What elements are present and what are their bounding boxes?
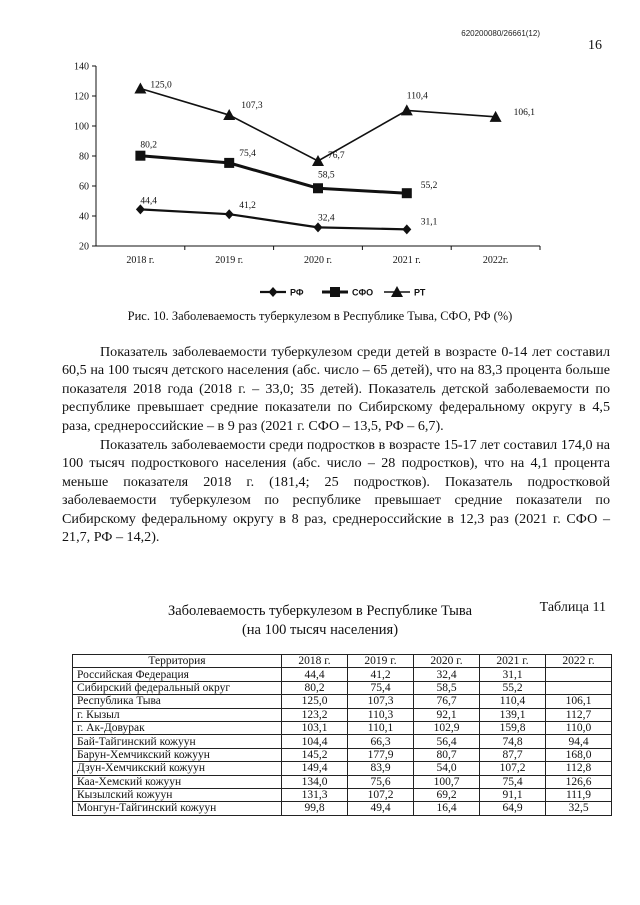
header-2019: 2019 г. — [348, 655, 414, 668]
table-row — [73, 748, 612, 761]
value-cell: 32,5 — [546, 802, 612, 815]
value-cell: 149,4 — [282, 762, 348, 775]
value-cell: 107,2 — [480, 762, 546, 775]
value-cell: 16,4 — [414, 802, 480, 815]
value-cell: 74,8 — [480, 735, 546, 748]
value-cell: 87,7 — [480, 748, 546, 761]
x-tick-label: 2019 г. — [215, 255, 244, 266]
legend-label: СФО — [352, 287, 374, 298]
table-row — [73, 775, 612, 788]
header-2018: 2018 г. — [282, 655, 348, 668]
value-cell: 56,4 — [414, 735, 480, 748]
header-2021: 2021 г. — [480, 655, 546, 668]
value-cell: 103,1 — [282, 721, 348, 734]
data-label: 32,4 — [318, 213, 335, 224]
legend-marker — [269, 287, 278, 297]
legend-item-triangle — [384, 286, 426, 298]
data-label: 107,3 — [241, 101, 263, 112]
data-point — [401, 104, 413, 115]
series-line — [140, 156, 406, 194]
data-point — [313, 183, 323, 193]
territory-cell: Монгун-Тайгинский кожуун — [73, 802, 282, 815]
value-cell: 58,5 — [414, 681, 480, 694]
value-cell: 99,8 — [282, 802, 348, 815]
legend-label: РТ — [414, 287, 426, 298]
value-cell: 49,4 — [348, 802, 414, 815]
value-cell: 112,7 — [546, 708, 612, 721]
value-cell: 31,1 — [480, 668, 546, 681]
data-point — [402, 224, 411, 234]
legend-item-diamond — [260, 287, 304, 298]
data-label: 58,5 — [318, 170, 335, 181]
table-header-row — [73, 655, 612, 668]
territory-cell: Каа-Хемский кожуун — [73, 775, 282, 788]
value-cell: 64,9 — [480, 802, 546, 815]
value-cell: 94,4 — [546, 735, 612, 748]
series-triangle — [134, 81, 535, 166]
x-tick-label: 2020 г. — [304, 255, 332, 266]
data-label: 125,0 — [150, 80, 172, 91]
value-cell: 80,2 — [282, 681, 348, 694]
x-tick-label: 2018 г. — [126, 255, 155, 266]
value-cell — [546, 668, 612, 681]
value-cell: 134,0 — [282, 775, 348, 788]
value-cell: 139,1 — [480, 708, 546, 721]
value-cell: 54,0 — [414, 762, 480, 775]
header-territory: Территория — [73, 655, 282, 668]
series-diamond — [136, 196, 438, 234]
data-label: 110,4 — [406, 91, 428, 102]
data-label: 41,2 — [239, 201, 256, 212]
document-code: 620200080/26661(12) — [461, 29, 540, 38]
y-tick-label: 60 — [79, 181, 89, 193]
territory-cell: г. Кызыл — [73, 708, 282, 721]
figure-caption: Рис. 10. Заболеваемость туберкулезом в Республике Тыва, СФО, РФ (%) — [127, 309, 513, 323]
data-label: 55,2 — [420, 181, 438, 192]
value-cell: 32,4 — [414, 668, 480, 681]
table-row — [73, 708, 612, 721]
table-label: Таблица 11 — [539, 600, 606, 615]
y-tick-label: 40 — [79, 211, 89, 223]
value-cell: 102,9 — [414, 721, 480, 734]
data-label: 106,1 — [513, 107, 535, 118]
table-row — [73, 762, 612, 775]
value-cell: 55,2 — [480, 681, 546, 694]
value-cell: 41,2 — [348, 668, 414, 681]
value-cell: 44,4 — [282, 668, 348, 681]
legend-marker — [330, 287, 340, 297]
territory-cell: Республика Тыва — [73, 695, 282, 708]
value-cell: 145,2 — [282, 748, 348, 761]
series-square — [135, 141, 437, 199]
value-cell: 75,4 — [348, 681, 414, 694]
y-tick-label: 140 — [74, 61, 89, 73]
territory-cell: Сибирский федеральный округ — [73, 681, 282, 694]
series-line — [140, 89, 495, 161]
legend-label: РФ — [290, 287, 304, 298]
data-label: 80,2 — [140, 140, 158, 151]
tuberculosis-line-chart — [60, 56, 560, 306]
value-cell: 91,1 — [480, 788, 546, 801]
value-cell — [546, 681, 612, 694]
data-point — [402, 188, 412, 198]
table-row — [73, 788, 612, 801]
data-point — [312, 155, 324, 166]
series-line — [140, 209, 406, 229]
value-cell: 75,4 — [480, 775, 546, 788]
data-point — [224, 158, 234, 168]
table-row — [73, 668, 612, 681]
data-label: 76,7 — [328, 150, 345, 161]
value-cell: 112,8 — [546, 762, 612, 775]
table-row — [73, 695, 612, 708]
table-title: Заболеваемость туберкулезом в Республике Тыва — [167, 603, 473, 619]
data-point — [134, 83, 146, 94]
value-cell: 104,4 — [282, 735, 348, 748]
y-tick-label: 80 — [79, 151, 89, 163]
header-2020: 2020 г. — [414, 655, 480, 668]
value-cell: 76,7 — [414, 695, 480, 708]
territory-cell: Кызылский кожуун — [73, 788, 282, 801]
value-cell: 110,1 — [348, 721, 414, 734]
territory-cell: Дзун-Хемчикский кожуун — [73, 762, 282, 775]
value-cell: 168,0 — [546, 748, 612, 761]
table-row — [73, 681, 612, 694]
value-cell: 83,9 — [348, 762, 414, 775]
value-cell: 107,3 — [348, 695, 414, 708]
value-cell: 123,2 — [282, 708, 348, 721]
header-2022: 2022 г. — [546, 655, 612, 668]
value-cell: 100,7 — [414, 775, 480, 788]
incidence-table — [72, 654, 612, 816]
data-label: 31,1 — [420, 217, 438, 228]
data-point — [135, 151, 145, 161]
territory-cell: Российская Федерация — [73, 668, 282, 681]
y-tick-label: 20 — [79, 241, 89, 253]
value-cell: 80,7 — [414, 748, 480, 761]
value-cell: 110,4 — [480, 695, 546, 708]
value-cell: 126,6 — [546, 775, 612, 788]
data-label: 44,4 — [140, 196, 158, 207]
x-tick-label: 2021 г. — [392, 255, 421, 266]
territory-cell: г. Ак-Довурак — [73, 721, 282, 734]
data-point — [225, 209, 234, 219]
legend-item-square — [322, 287, 373, 298]
table-subtitle: (на 100 тысяч населения) — [241, 622, 399, 638]
paragraph-adolescents: Показатель заболеваемости среди подростков в возрасте 15-17 лет составил 174,0 на 100 тысяч подросткового населения (абс. число – 28 подростков), что на 4,1 процента меньше показателя 2018 г. (181,4; 25 подростков). Показатель подростковой заболеваемости туберкулезом по республике превышает средние показатели по Сибирскому федеральному округу в 8 раз, среднероссийские в 12,3 раз (2021 г. СФО – 21,7, РФ – 14,2). — [62, 437, 610, 546]
y-tick-label: 120 — [74, 91, 89, 103]
table-row — [73, 721, 612, 734]
value-cell: 159,8 — [480, 721, 546, 734]
value-cell: 125,0 — [282, 695, 348, 708]
value-cell: 110,0 — [546, 721, 612, 734]
paragraph-children: Показатель заболеваемости туберкулезом среди детей в возрасте 0-14 лет составил 60,5 на 100 тысяч детского населения (абс. число – 65 детей), что на 83,3 процента больше показателя 2018 года (2018 г. – 33,0; 35 детей). Показатель детской заболеваемости по республике превышает средние показатели по Сибирскому федеральному округу в 4,5 раза, среднероссийские – в 9 раз (2021 г. СФО – 13,5, РФ – 6,7). — [62, 344, 610, 434]
table-row — [73, 802, 612, 815]
value-cell: 92,1 — [414, 708, 480, 721]
value-cell: 131,3 — [282, 788, 348, 801]
value-cell: 75,6 — [348, 775, 414, 788]
value-cell: 106,1 — [546, 695, 612, 708]
value-cell: 111,9 — [546, 788, 612, 801]
data-point — [314, 222, 323, 232]
value-cell: 177,9 — [348, 748, 414, 761]
territory-cell: Бай-Тайгинский кожуун — [73, 735, 282, 748]
territory-cell: Барун-Хемчикский кожуун — [73, 748, 282, 761]
page-number: 16 — [588, 38, 602, 53]
value-cell: 69,2 — [414, 788, 480, 801]
y-tick-label: 100 — [74, 121, 89, 133]
data-label: 75,4 — [239, 148, 256, 159]
value-cell: 110,3 — [348, 708, 414, 721]
value-cell: 66,3 — [348, 735, 414, 748]
x-tick-label: 2022г. — [482, 255, 509, 266]
value-cell: 107,2 — [348, 788, 414, 801]
table-row — [73, 735, 612, 748]
